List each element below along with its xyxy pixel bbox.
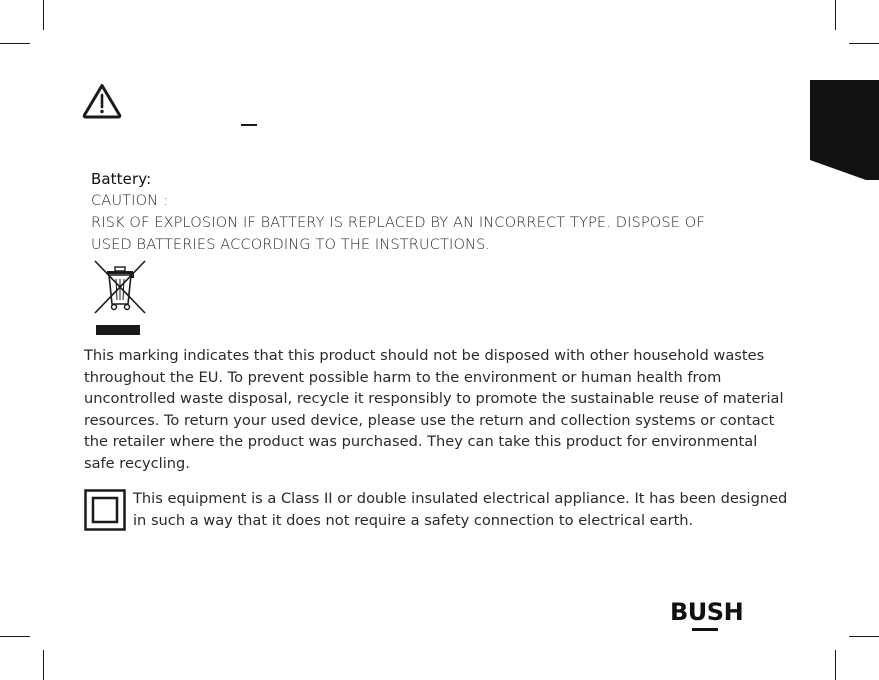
battery-title: Battery:: [91, 170, 152, 188]
weee-paragraph: [84, 345, 819, 475]
weee-line: uncontrolled waste disposal, recycle it responsibly to promote the sustainable reuse of material: [84, 390, 784, 408]
bush-logo: [670, 598, 750, 634]
crop-mark: [43, 0, 44, 30]
class-ii-double-square-icon: [84, 489, 126, 531]
class-ii-line: This equipment is a Class II or double insulated electrical appliance. It has been designed: [133, 490, 788, 507]
language-tab: [810, 80, 879, 180]
logo-text: BUSH: [670, 598, 744, 626]
class-ii-text: [133, 488, 823, 532]
class-ii-line: in such a way that it does not require a safety connection to electrical earth.: [133, 512, 694, 529]
crop-mark: [835, 650, 836, 680]
crop-mark: [835, 0, 836, 30]
warning-triangle-icon: [82, 83, 122, 119]
crop-mark: [43, 650, 44, 680]
logo-underline: [692, 628, 718, 631]
weee-line: throughout the EU. To prevent possible harm to the environment or human health from: [84, 368, 722, 386]
weee-line: safe recycling.: [84, 454, 190, 472]
crop-mark: [0, 636, 30, 637]
battery-warning-line: RISK OF EXPLOSION IF BATTERY IS REPLACED BY AN INCORRECT TYPE. DISPOSE OF: [91, 214, 705, 231]
crop-mark: [0, 43, 30, 44]
weee-line: the retailer where the product was purchased. They can take this product for environmental: [84, 433, 758, 451]
battery-warning-line: USED BATTERIES ACCORDING TO THE INSTRUCTIONS.: [91, 236, 491, 253]
crossed-bin-icon: [92, 258, 148, 338]
caution-label: CAUTION :: [91, 192, 168, 209]
weee-line: resources. To return your used device, please use the return and collection systems or contact: [84, 411, 775, 429]
battery-section: [91, 168, 831, 256]
dash-mark: [241, 124, 257, 126]
crop-mark: [849, 636, 879, 637]
crop-mark: [849, 43, 879, 44]
weee-line: This marking indicates that this product should not be disposed with other household wastes: [84, 347, 765, 364]
